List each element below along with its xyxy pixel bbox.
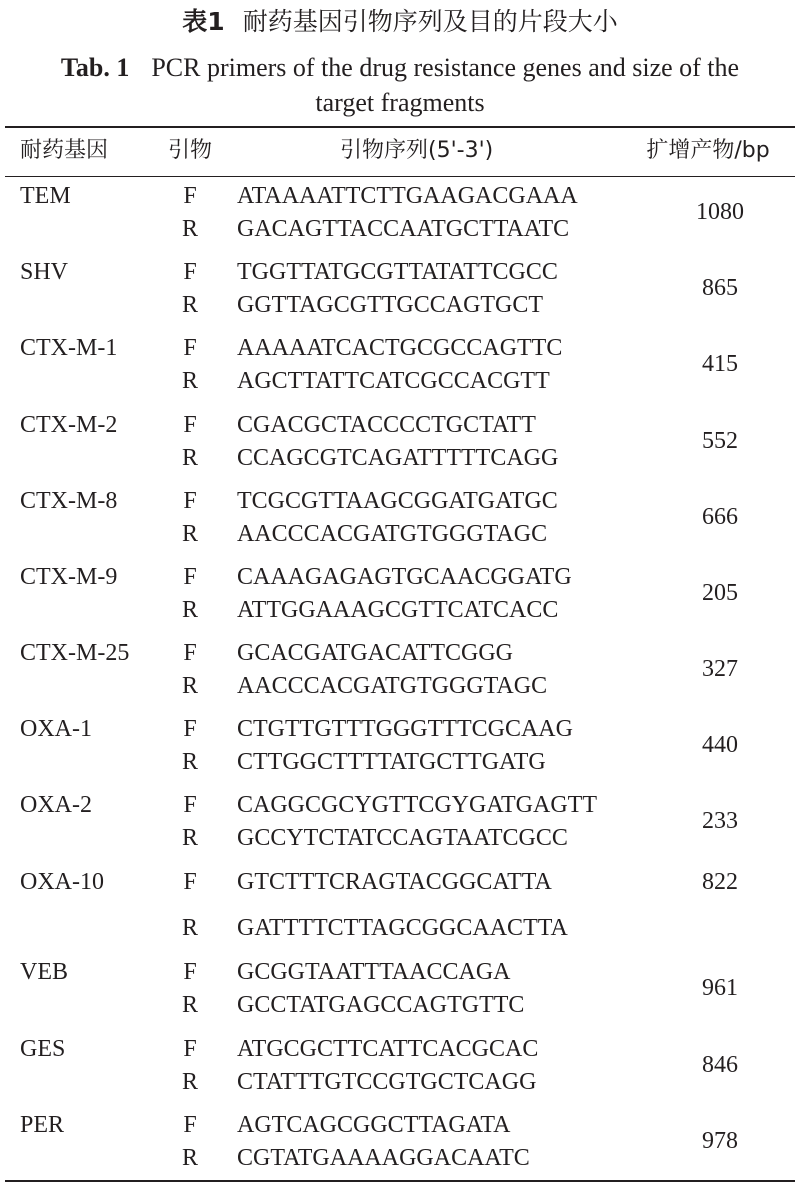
primer-reverse: R [181,1145,198,1171]
sequence-forward: CAGGCGCYGTTCGYGATGAGTT [237,792,597,818]
gene-name: OXA-2 [20,792,92,818]
sequence-reverse: CTTGGCTTTTATGCTTGATG [237,749,546,775]
product-size: 233 [702,808,738,834]
primer-forward: F [183,640,197,666]
gene-name: OXA-10 [20,869,104,895]
gene-name: CTX-M-25 [20,640,130,666]
primer-reverse: R [181,368,198,394]
product-size: 327 [702,656,738,682]
sequence-forward: AGTCAGCGGCTTAGATA [237,1112,511,1138]
header-primer: 引物 [167,138,212,163]
primer-reverse: R [181,292,198,318]
sequence-forward: TGGTTATGCGTTATATTCGCC [237,259,558,285]
primer-forward: F [183,564,197,590]
sequence-reverse: CGTATGAAAAGGACAATC [237,1145,530,1171]
primer-forward: F [183,716,197,742]
primer-forward: F [183,183,197,209]
sequence-reverse: CCAGCGTCAGATTTTTCAGG [237,445,559,471]
primer-reverse: R [181,992,198,1018]
product-size: 1080 [696,199,744,225]
primer-reverse: R [181,825,198,851]
primer-forward: F [183,792,197,818]
sequence-reverse: GCCTATGAGCCAGTGTTC [237,992,525,1018]
sequence-forward: CGACGCTACCCCTGCTATT [237,412,536,438]
gene-name: CTX-M-9 [20,564,118,590]
sequence-reverse: AACCCACGATGTGGGTAGC [237,521,548,547]
product-size: 666 [702,504,738,530]
primer-forward: F [183,959,197,985]
table-caption-en [0,50,800,120]
product-size: 552 [702,428,738,454]
gene-name: SHV [20,259,69,285]
primer-forward: F [183,488,197,514]
sequence-forward: GCACGATGACATTCGGG [237,640,514,666]
sequence-reverse: GATTTTCTTAGCGGCAACTTA [237,915,568,941]
header-gene: 耐药基因 [20,138,109,163]
sequence-reverse: ATTGGAAAGCGTTCATCACC [237,597,559,623]
primer-reverse: R [181,521,198,547]
sequence-forward: GCGGTAATTTAACCAGA [237,959,511,985]
gene-name: GES [20,1036,66,1062]
sequence-forward: CAAAGAGAGTGCAACGGATG [237,564,572,590]
sequence-reverse: GACAGTTACCAATGCTTAATC [237,216,570,242]
sequence-forward: CTGTTGTTTGGGTTTCGCAAG [237,716,573,742]
sequence-reverse: GGTTAGCGTTGCCAGTGCT [237,292,544,318]
sequence-forward: ATAAAATTCTTGAAGACGAAA [237,183,578,209]
product-size: 865 [702,275,738,301]
product-size: 415 [702,351,738,377]
table-caption-cn [0,6,800,38]
gene-name: OXA-1 [20,716,92,742]
primer-reverse: R [181,445,198,471]
primer-forward: F [183,412,197,438]
primer-reverse: R [181,673,198,699]
primer-reverse: R [181,915,198,941]
caption-cn-title: 耐药基因引物序列及目的片段大小 [242,7,618,36]
product-size: 961 [702,975,738,1001]
table-bottom-rule [5,1180,795,1182]
product-size: 440 [702,732,738,758]
primer-forward: F [183,1036,197,1062]
gene-name: PER [20,1112,65,1138]
gene-name: TEM [20,183,71,209]
sequence-reverse: GCCYTCTATCCAGTAATCGCC [237,825,568,851]
primer-forward: F [183,1112,197,1138]
gene-name: VEB [20,959,68,985]
sequence-forward: AAAAATCACTGCGCCAGTTC [237,335,563,361]
caption-en-line1: PCR primers of the drug resistance genes and size of the [151,53,740,82]
sequence-reverse: AACCCACGATGTGGGTAGC [237,673,548,699]
primer-forward: F [183,259,197,285]
header-product-size: 扩增产物/bp [646,138,770,163]
sequence-reverse: AGCTTATTCATCGCCACGTT [237,368,550,394]
caption-en-line2: target fragments [315,88,485,117]
primer-forward: F [183,335,197,361]
gene-name: CTX-M-2 [20,412,118,438]
product-size: 978 [702,1128,738,1154]
primer-reverse: R [181,597,198,623]
product-size: 846 [702,1052,738,1078]
gene-name: CTX-M-8 [20,488,118,514]
table-top-rule [5,126,795,128]
gene-name: CTX-M-1 [20,335,118,361]
sequence-reverse: CTATTTGTCCGTGCTCAGG [237,1069,537,1095]
sequence-forward: ATGCGCTTCATTCACGCAC [237,1036,539,1062]
primer-reverse: R [181,749,198,775]
sequence-forward: TCGCGTTAAGCGGATGATGC [237,488,558,514]
header-sequence: 引物序列(5'-3') [340,138,494,163]
table-header-rule [5,176,795,177]
caption-cn-label: 表1 [182,7,225,36]
primer-forward: F [183,869,197,895]
caption-en-label: Tab. 1 [60,53,130,82]
primer-reverse: R [181,216,198,242]
product-size: 822 [702,869,738,895]
primer-reverse: R [181,1069,198,1095]
sequence-forward: GTCTTTCRAGTACGGCATTA [237,869,552,895]
product-size: 205 [702,580,738,606]
